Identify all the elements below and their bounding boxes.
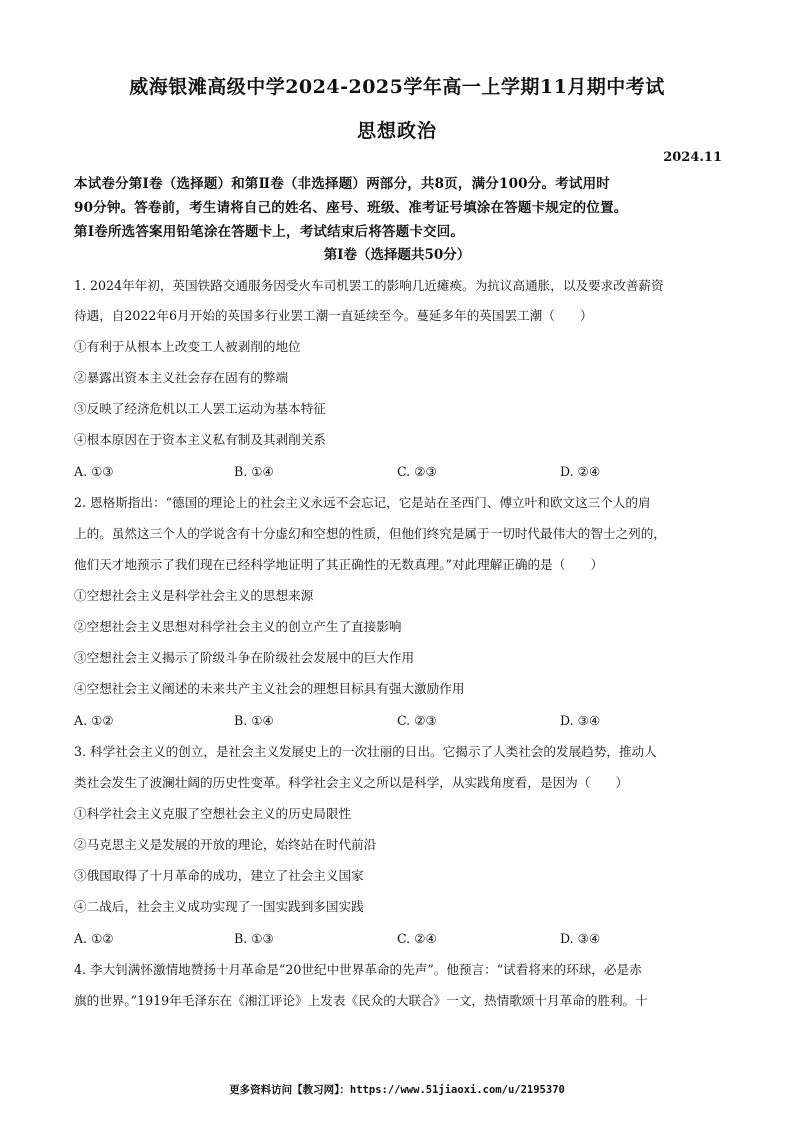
question-1-stem-line: 待遇，自2022年6月开始的英国多行业罢工潮一直延续至今。蔓延多年的英国罢工潮（ ） [74, 308, 593, 323]
question-3-statement: ④二战后，社会主义成功实现了一国实践到多国实践 [74, 899, 364, 914]
question-3-choices [74, 929, 726, 949]
question-1-statement: ②暴露出资本主义社会存在固有的弊端 [74, 370, 289, 385]
question-1-statement: ④根本原因在于资本主义私有制及其剥削关系 [74, 432, 326, 447]
question-4-stem-line: 4. 李大钊满怀激情地赞扬十月革命是“20世纪中世界革命的先声”。他预言：“试看将来的环球，必是赤 [74, 962, 642, 977]
choice-b[interactable]: B. ①④ [234, 713, 274, 728]
choice-c[interactable]: C. ②④ [397, 931, 437, 946]
question-4-stem-line: 旗的世界。”1919年毛泽东在《湘江评论》上发表《民众的大联合》一文，热情歌颂十月革命的胜利。十 [74, 993, 648, 1008]
question-2-statement: ②空想社会主义思想对科学社会主义的创立产生了直接影响 [74, 619, 402, 634]
question-3-stem-line: 类社会发生了波澜壮阔的历史性变革。科学社会主义之所以是科学，从实践角度看，是因为（ ） [74, 775, 629, 790]
question-1-statement: ①有利于从根本上改变工人被剥削的地位 [74, 339, 301, 354]
choice-b[interactable]: B. ①④ [234, 464, 274, 479]
question-1-statement: ③反映了经济危机以工人罢工运动为基本特征 [74, 401, 326, 416]
exam-title: 威海银滩高级中学2024-2025学年高一上学期11月期中考试 [129, 76, 665, 98]
question-3-statement: ②马克思主义是发展的开放的理论，始终站在时代前沿 [74, 837, 377, 852]
choice-c[interactable]: C. ②③ [397, 464, 437, 479]
choice-d[interactable]: D. ②④ [560, 464, 601, 479]
footer-link[interactable]: 更多资料访问【教习网】：https://www.51jiaoxi.com/u/2195370 [229, 1084, 565, 1096]
exam-instructions [74, 172, 724, 244]
question-2-stem-line: 他们天才地预示了我们现在已经科学地证明了其正确性的无数真理。”对此理解正确的是（ ） [74, 557, 604, 572]
instructions-line: 90分钟。答卷前，考生请将自己的姓名、座号、班级、准考证号填涂在答题卡规定的位置。 [74, 200, 628, 216]
instructions-line: 本试卷分第Ⅰ卷（选择题）和第Ⅱ卷（非选择题）两部分，共8页，满分100分。考试用时 [74, 176, 610, 192]
question-3-stem-line: 3. 科学社会主义的创立，是社会主义发展史上的一次壮丽的日出。它揭示了人类社会的发展趋势，推动人 [74, 744, 657, 759]
question-1-stem-line: 1. 2024年年初，英国铁路交通服务因受火车司机罢工的影响几近瘫痪。为抗议高通胀，以及要求改善薪资 [74, 278, 664, 293]
choice-d[interactable]: D. ③④ [560, 713, 601, 728]
instructions-line: 第Ⅰ卷所选答案用铅笔涂在答题卡上，考试结束后将答题卡交回。 [74, 224, 465, 240]
choice-d[interactable]: D. ③④ [560, 931, 601, 946]
choice-a[interactable]: A. ①② [74, 931, 114, 946]
question-2-stem-line: 2. 恩格斯指出：“德国的理论上的社会主义永远不会忘记，它是站在圣西门、傅立叶和欧文这三个人的肩 [74, 495, 651, 510]
choice-b[interactable]: B. ①③ [234, 931, 274, 946]
section-title: 第Ⅰ卷（选择题共50分） [323, 247, 471, 263]
question-3-statement: ③俄国取得了十月革命的成功，建立了社会主义国家 [74, 868, 364, 883]
question-2-choices [74, 711, 726, 731]
exam-date: 2024.11 [663, 150, 722, 165]
question-2-statement: ③空想社会主义揭示了阶级斗争在阶级社会发展中的巨大作用 [74, 650, 415, 665]
choice-c[interactable]: C. ②③ [397, 713, 437, 728]
question-2-statement: ④空想社会主义阐述的未来共产主义社会的理想目标具有强大激励作用 [74, 681, 465, 696]
question-3-statement: ①科学社会主义克服了空想社会主义的历史局限性 [74, 806, 352, 821]
question-2-statement: ①空想社会主义是科学社会主义的思想来源 [74, 588, 314, 603]
choice-a[interactable]: A. ①② [74, 713, 114, 728]
question-1-choices [74, 462, 726, 482]
subject-title: 思想政治 [356, 120, 437, 142]
choice-a[interactable]: A. ①③ [74, 464, 114, 479]
question-2-stem-line: 上的。虽然这三个人的学说含有十分虚幻和空想的性质，但他们终究是属于一切时代最伟大的智士之列的， [74, 526, 666, 541]
